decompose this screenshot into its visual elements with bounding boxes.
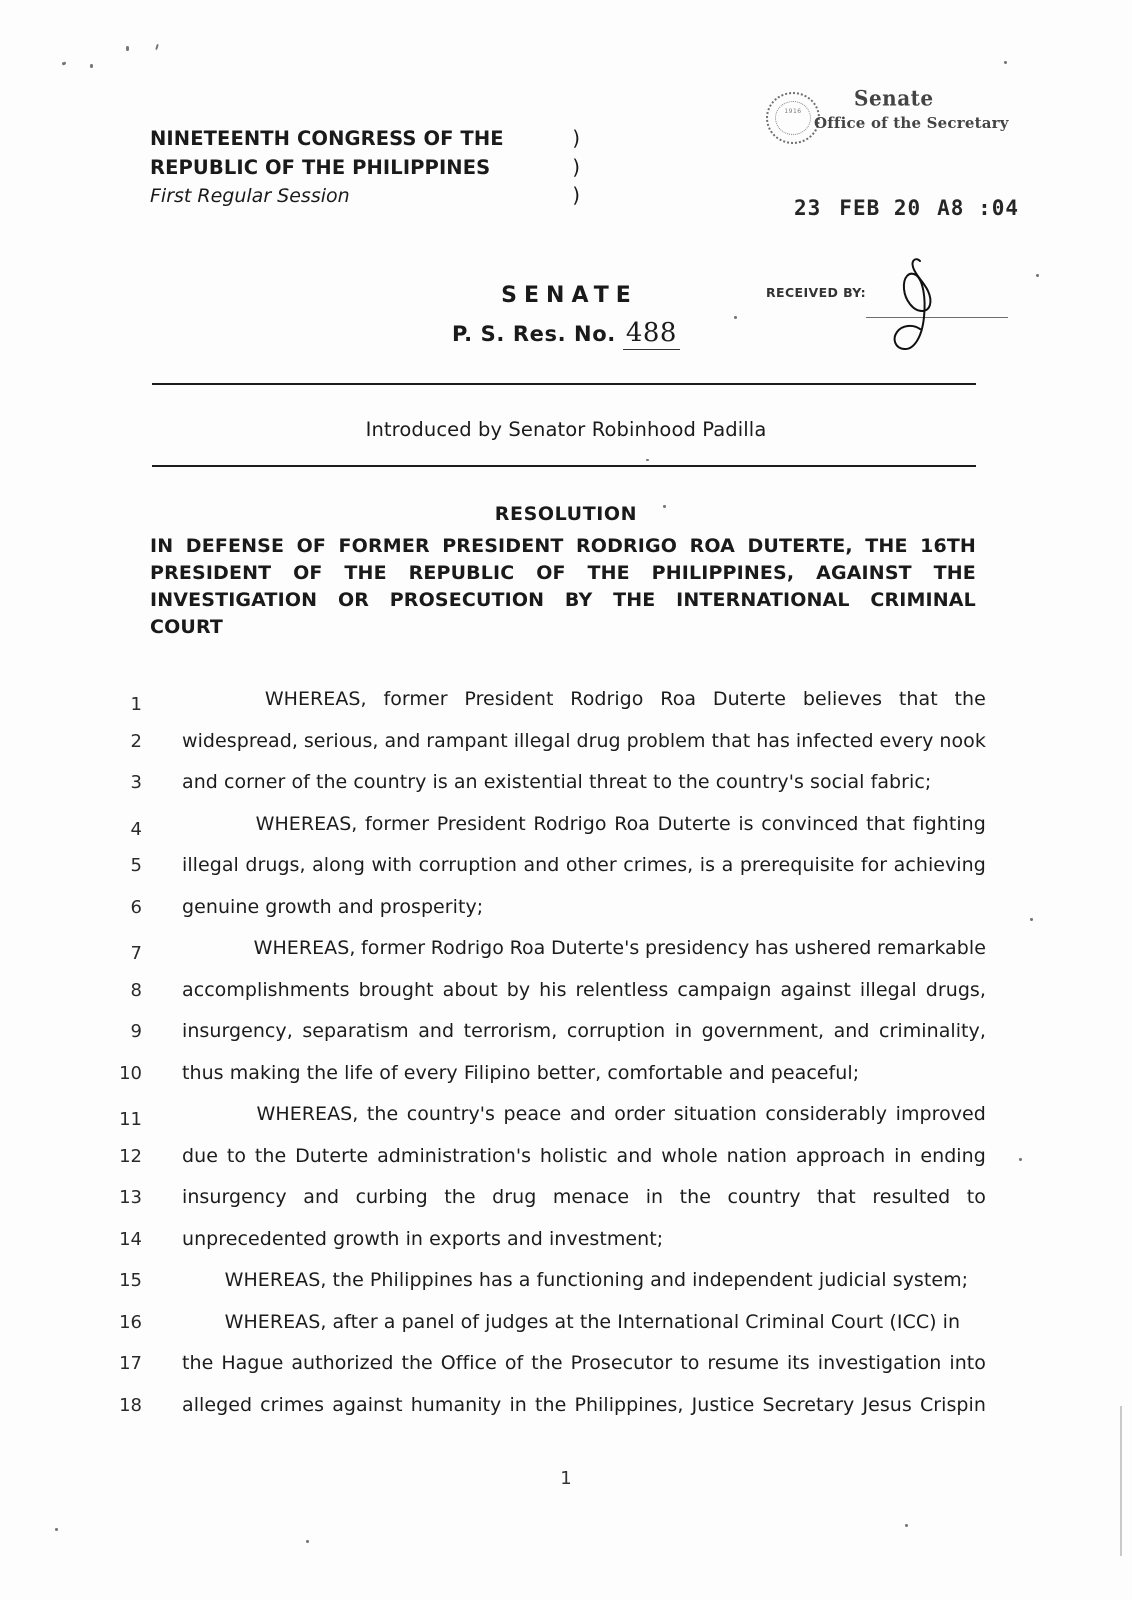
word: widespread, xyxy=(182,729,298,752)
line-text xyxy=(142,688,986,710)
word: campaign xyxy=(677,978,772,1001)
line-text xyxy=(142,854,986,876)
word: improved xyxy=(895,1103,986,1125)
word: that xyxy=(898,688,938,710)
word: prerequisite xyxy=(739,854,855,876)
word: Duterte xyxy=(657,812,731,835)
resolution-heading: RESOLUTION xyxy=(494,503,638,525)
line-text xyxy=(142,979,986,1001)
scan-artifact xyxy=(1030,918,1033,921)
word: and xyxy=(523,854,560,876)
line-number: 1 xyxy=(130,694,142,715)
body-line xyxy=(96,854,986,896)
word: achieving xyxy=(893,854,986,876)
word: ending xyxy=(920,1144,986,1167)
word: government, xyxy=(701,1020,825,1042)
scan-artifact xyxy=(55,1528,58,1531)
word: resulted xyxy=(872,1186,951,1208)
word: country xyxy=(727,1186,801,1208)
word: remarkable xyxy=(877,937,986,959)
scan-artifact xyxy=(62,61,67,65)
line-number: 14 xyxy=(119,1228,142,1250)
word: considerably xyxy=(765,1103,888,1125)
word: illegal xyxy=(859,978,917,1001)
scan-artifact xyxy=(1004,61,1007,64)
word: in xyxy=(894,1144,912,1167)
line-number: 7 xyxy=(130,943,142,964)
word: that xyxy=(866,812,905,835)
word: the xyxy=(401,1352,433,1374)
word: whole xyxy=(661,1144,718,1167)
word: that xyxy=(817,1186,856,1208)
word: WHEREAS, xyxy=(253,937,356,959)
word: insurgency, xyxy=(182,1020,293,1042)
word: every xyxy=(879,729,934,752)
line-text xyxy=(142,1103,986,1125)
word: and xyxy=(384,729,421,752)
line-text xyxy=(142,1394,986,1416)
line-number: 15 xyxy=(119,1270,142,1291)
word: former xyxy=(365,812,430,835)
body-line xyxy=(96,896,986,938)
word: and xyxy=(616,1144,653,1167)
word: relentless xyxy=(575,978,669,1001)
scan-artifact xyxy=(126,46,129,51)
word: to xyxy=(966,1186,986,1208)
word: Prosecutor xyxy=(570,1352,673,1374)
body-line xyxy=(96,813,986,855)
body-line xyxy=(96,937,986,979)
word: of xyxy=(504,1352,524,1374)
line-text: unprecedented growth in exports and investment; xyxy=(182,1227,664,1250)
session-label: First Regular Session xyxy=(150,185,350,208)
word: corruption xyxy=(566,1020,666,1042)
line-text: WHEREAS, the Philippines has a functioning and independent judicial system; xyxy=(182,1269,969,1291)
line-number: 10 xyxy=(119,1062,142,1084)
body-line xyxy=(96,979,986,1021)
line-number: 9 xyxy=(130,1021,142,1042)
line-text xyxy=(142,937,986,959)
word: AGAINST xyxy=(816,561,912,584)
word: country's xyxy=(406,1103,495,1125)
word: humanity xyxy=(410,1393,502,1416)
body-line xyxy=(96,730,986,772)
word: brought xyxy=(358,978,434,1001)
word: and xyxy=(303,1186,340,1208)
word: infected xyxy=(795,729,874,752)
resolution-title-line xyxy=(150,560,976,587)
received-by-label: RECEIVED BY: xyxy=(766,285,867,300)
word: with xyxy=(371,854,413,876)
congress-line-1-row xyxy=(150,124,580,153)
stamp-date xyxy=(794,196,1019,220)
paragraph-indent xyxy=(182,688,248,710)
word: is xyxy=(699,854,716,876)
word: 16TH xyxy=(920,535,976,557)
word: Duterte xyxy=(712,688,787,710)
word: criminality, xyxy=(879,1020,986,1042)
word: resume xyxy=(707,1352,779,1374)
word: and xyxy=(418,1020,455,1042)
word: in xyxy=(509,1393,527,1416)
resolution-title-line: COURT xyxy=(150,615,224,638)
line-number: 17 xyxy=(119,1353,142,1374)
line-number: 8 xyxy=(130,979,142,1001)
paragraph-indent xyxy=(182,1103,248,1125)
body-line xyxy=(96,1352,986,1394)
word: Hague xyxy=(221,1352,284,1374)
word: DUTERTE, xyxy=(747,535,853,557)
word: his xyxy=(539,978,567,1001)
resolution-number-label: P. S. Res. No. xyxy=(452,322,616,346)
word: order xyxy=(614,1103,666,1125)
line-number: 6 xyxy=(130,896,142,918)
scan-artifact xyxy=(1036,274,1039,277)
word: CRIMINAL xyxy=(870,588,976,611)
word: fighting xyxy=(912,812,986,835)
word: INTERNATIONAL xyxy=(676,588,850,611)
word: Crispin xyxy=(919,1393,986,1416)
line-text xyxy=(142,813,986,835)
word: administration's xyxy=(377,1144,532,1167)
paragraph-indent xyxy=(182,813,248,835)
body-line xyxy=(96,1311,986,1353)
congress-paren-3: ) xyxy=(572,183,580,208)
resolution-title-line xyxy=(150,587,976,614)
word: against xyxy=(780,978,851,1001)
word: situation xyxy=(673,1103,757,1125)
word: terrorism, xyxy=(463,1020,558,1042)
word: Philippines, xyxy=(574,1393,684,1416)
scan-artifact xyxy=(90,64,93,68)
word: WHEREAS, xyxy=(264,688,367,710)
word: former xyxy=(383,688,448,710)
stamp-date-time: A8 :04 xyxy=(937,196,1020,220)
word: problem xyxy=(626,729,706,752)
word: PHILIPPINES, xyxy=(651,561,795,584)
line-text: and corner of the country is an existential threat to the country's social fabric; xyxy=(182,771,932,793)
word: Justice xyxy=(691,1393,755,1416)
word: a xyxy=(721,854,734,876)
line-number: 18 xyxy=(119,1394,142,1416)
body-line xyxy=(96,1394,986,1436)
word: drugs, xyxy=(925,978,986,1001)
word: INVESTIGATION xyxy=(150,588,318,611)
line-text xyxy=(142,730,986,752)
word: accomplishments xyxy=(182,978,350,1001)
word: has xyxy=(756,729,790,752)
word: holistic xyxy=(539,1144,608,1167)
stamp-date-month: FEB 20 xyxy=(839,196,922,220)
word: nook xyxy=(939,729,986,752)
line-number: 2 xyxy=(130,730,142,752)
page-number: 1 xyxy=(560,1468,572,1489)
resolution-title-line xyxy=(150,533,976,560)
word: ROA xyxy=(689,535,735,557)
word: its xyxy=(786,1352,810,1374)
word: ushered xyxy=(794,937,872,959)
word: the xyxy=(254,1144,287,1167)
word: OF xyxy=(296,535,327,557)
word: that xyxy=(711,729,751,752)
word: Jesus xyxy=(862,1393,912,1416)
word: Roa xyxy=(660,688,697,710)
word: THE xyxy=(613,588,656,611)
word: nation xyxy=(726,1144,787,1167)
scan-artifact xyxy=(905,1524,908,1527)
line-number: 4 xyxy=(130,818,142,840)
word: Secretary xyxy=(762,1393,855,1416)
scan-artifact xyxy=(646,459,649,461)
word: OF xyxy=(536,561,566,584)
resolution-title xyxy=(150,533,976,668)
paragraph-indent xyxy=(182,937,248,959)
word: DEFENSE xyxy=(185,535,285,557)
word: drug xyxy=(576,729,621,752)
word: RODRIGO xyxy=(576,535,678,557)
word: the xyxy=(531,1352,563,1374)
word: REPUBLIC xyxy=(408,561,515,584)
word: Rodrigo xyxy=(430,937,504,959)
word: OR xyxy=(337,588,370,611)
word: BY xyxy=(564,588,593,611)
line-number: 5 xyxy=(130,855,142,876)
word: drug xyxy=(492,1186,537,1208)
word: PRESIDENT xyxy=(150,561,272,584)
scan-artifact xyxy=(306,1540,309,1543)
word: rampant xyxy=(426,729,508,752)
line-number: 16 xyxy=(119,1311,142,1333)
divider-bottom xyxy=(152,465,976,467)
resolution-body xyxy=(96,688,986,1435)
word: is xyxy=(738,812,754,835)
senate-seal-year: 1916 xyxy=(784,108,802,115)
word: and xyxy=(569,1103,606,1125)
body-line xyxy=(96,1269,986,1311)
stamp-office-subtitle: Office of the Secretary xyxy=(814,114,1009,132)
word: to xyxy=(226,1144,247,1167)
line-text xyxy=(142,1020,986,1042)
word: convinced xyxy=(761,812,859,835)
word: crimes xyxy=(260,1393,325,1416)
word: serious, xyxy=(303,729,379,752)
word: THE xyxy=(344,561,387,584)
word: Rodrigo xyxy=(533,812,607,835)
word: for xyxy=(860,854,888,876)
line-number: 11 xyxy=(119,1109,142,1130)
word: has xyxy=(754,937,789,959)
word: Office xyxy=(440,1352,497,1374)
word: illegal xyxy=(513,729,571,752)
word: THE xyxy=(587,561,630,584)
word: about xyxy=(442,978,498,1001)
word: investigation xyxy=(817,1352,942,1374)
word: authorized xyxy=(291,1352,394,1374)
word: WHEREAS, xyxy=(256,1103,359,1125)
body-line xyxy=(96,1145,986,1187)
congress-line-1: NINETEENTH CONGRESS OF THE xyxy=(150,127,504,150)
word: PROSECUTION xyxy=(389,588,545,611)
word: in xyxy=(645,1186,664,1208)
word: Duterte xyxy=(295,1144,369,1167)
word: separatism xyxy=(302,1020,409,1042)
word: corruption xyxy=(418,854,517,876)
word: FORMER xyxy=(338,535,430,557)
body-line xyxy=(96,771,986,813)
word: crimes, xyxy=(623,854,694,876)
word: Duterte's xyxy=(550,937,640,959)
body-line xyxy=(96,1228,986,1270)
senate-received-stamp xyxy=(766,86,1016,156)
word: believes xyxy=(802,688,883,710)
scan-artifact xyxy=(155,44,159,50)
word: in xyxy=(674,1020,693,1042)
word: alleged xyxy=(182,1393,253,1416)
word: into xyxy=(949,1352,986,1374)
word: IN xyxy=(150,535,174,557)
word: menace xyxy=(552,1186,630,1208)
word: the xyxy=(679,1186,711,1208)
resolution-number-line xyxy=(0,318,1132,348)
word: THE xyxy=(933,561,976,584)
resolution-number-value: 488 xyxy=(623,318,680,350)
congress-header xyxy=(150,124,580,210)
body-line xyxy=(96,1103,986,1145)
congress-paren-1: ) xyxy=(572,126,580,150)
word: insurgency xyxy=(182,1186,287,1208)
word: WHEREAS, xyxy=(255,812,358,835)
word: other xyxy=(565,854,617,876)
word: PRESIDENT xyxy=(442,535,564,557)
word: the xyxy=(366,1103,399,1125)
word: due xyxy=(182,1144,218,1167)
word: approach xyxy=(795,1144,886,1167)
line-text xyxy=(142,1352,986,1374)
word: THE xyxy=(865,535,908,557)
word: the xyxy=(182,1352,214,1374)
word: the xyxy=(535,1393,567,1416)
stamp-office-title: Senate xyxy=(854,85,934,111)
line-text: genuine growth and prosperity; xyxy=(182,895,484,918)
chamber-title: SENATE xyxy=(501,283,638,308)
line-text: thus making the life of every Filipino better, comfortable and peaceful; xyxy=(182,1061,860,1084)
word: curbing xyxy=(355,1186,428,1208)
word: OF xyxy=(293,561,323,584)
line-text xyxy=(142,1145,986,1167)
body-line xyxy=(96,1186,986,1228)
body-line xyxy=(96,1020,986,1062)
word: against xyxy=(332,1393,403,1416)
word: illegal xyxy=(182,854,239,876)
session-row xyxy=(150,181,580,210)
word: President xyxy=(464,688,554,710)
word: Roa xyxy=(614,812,650,835)
congress-line-2: REPUBLIC OF THE PHILIPPINES xyxy=(150,155,491,179)
word: the xyxy=(954,688,986,710)
congress-paren-2: ) xyxy=(572,154,580,179)
word: presidency xyxy=(644,937,750,959)
word: Rodrigo xyxy=(570,688,644,710)
word: former xyxy=(361,937,426,959)
word: and xyxy=(833,1020,870,1042)
word: Roa xyxy=(509,937,546,959)
body-line xyxy=(96,688,986,730)
line-number: 12 xyxy=(119,1145,142,1167)
line-text: WHEREAS, after a panel of judges at the International Criminal Court (ICC) in xyxy=(182,1310,961,1333)
body-line xyxy=(96,1062,986,1104)
congress-line-2-row xyxy=(150,153,580,182)
divider-top xyxy=(152,383,976,385)
word: drugs, xyxy=(245,854,306,876)
stamp-date-day: 23 xyxy=(794,196,822,220)
line-text xyxy=(142,1186,986,1208)
word: peace xyxy=(503,1103,562,1125)
word: by xyxy=(506,978,531,1001)
word: along xyxy=(312,854,366,876)
line-number: 3 xyxy=(130,772,142,793)
introduced-by: Introduced by Senator Robinhood Padilla xyxy=(365,418,767,441)
line-number: 13 xyxy=(119,1187,142,1208)
word: to xyxy=(680,1352,700,1374)
word: the xyxy=(444,1186,476,1208)
scan-artifact xyxy=(1019,1158,1022,1161)
word: President xyxy=(436,812,526,835)
